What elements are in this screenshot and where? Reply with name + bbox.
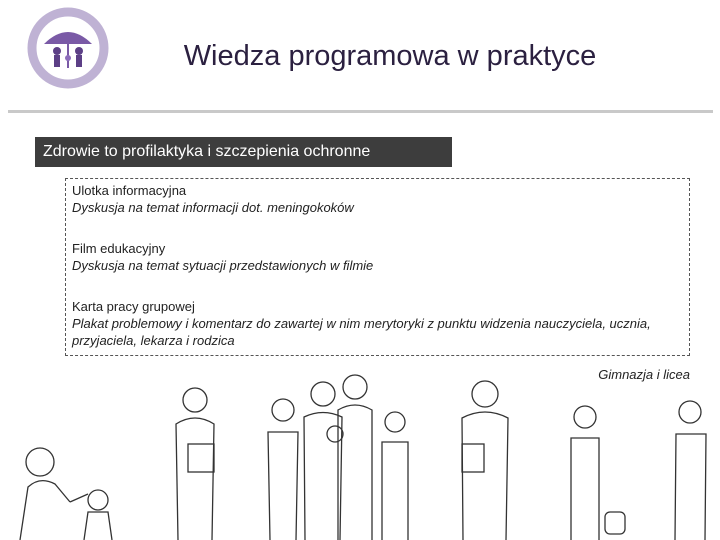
- item-description: Dyskusja na temat sytuacji przedstawionych w filmie: [72, 258, 374, 273]
- header-divider: [8, 110, 713, 113]
- item-description: Plakat problemowy i komentarz do zawartej w nim merytoryki z punktu widzenia nauczyciela, ucznia, przyjaciela, lekarza i rodzica: [72, 316, 651, 348]
- family-umbrella-logo-icon: [8, 6, 126, 90]
- item-heading: Ulotka informacyjna: [72, 183, 187, 198]
- item-heading: Film edukacyjny: [72, 241, 166, 256]
- boy-figure: [382, 412, 408, 540]
- list-item: [72, 240, 687, 274]
- section-label: Zdrowie to profilaktyka i szczepienia ochronne: [35, 137, 452, 167]
- list-item: [72, 298, 687, 349]
- child-figure: [84, 490, 112, 540]
- teacher-figure: [176, 388, 214, 540]
- audience-note: Gimnazja i licea: [598, 367, 690, 382]
- logo: [8, 6, 126, 108]
- people-illustration: [0, 372, 720, 540]
- teen-figure: [675, 401, 706, 540]
- backpack-icon: [605, 512, 625, 534]
- father-figure: [338, 375, 372, 540]
- girl-figure: [268, 399, 298, 540]
- item-heading: Karta pracy grupowej: [72, 299, 195, 314]
- page-title: Wiedza programowa w praktyce: [183, 40, 597, 72]
- physician-figure: [462, 381, 508, 540]
- doctor-figure: [20, 448, 88, 540]
- list-item: [72, 182, 687, 216]
- item-description: Dyskusja na temat informacji dot. meningokoków: [72, 200, 354, 215]
- mother-figure: [304, 382, 343, 540]
- teen-figure: [571, 406, 599, 540]
